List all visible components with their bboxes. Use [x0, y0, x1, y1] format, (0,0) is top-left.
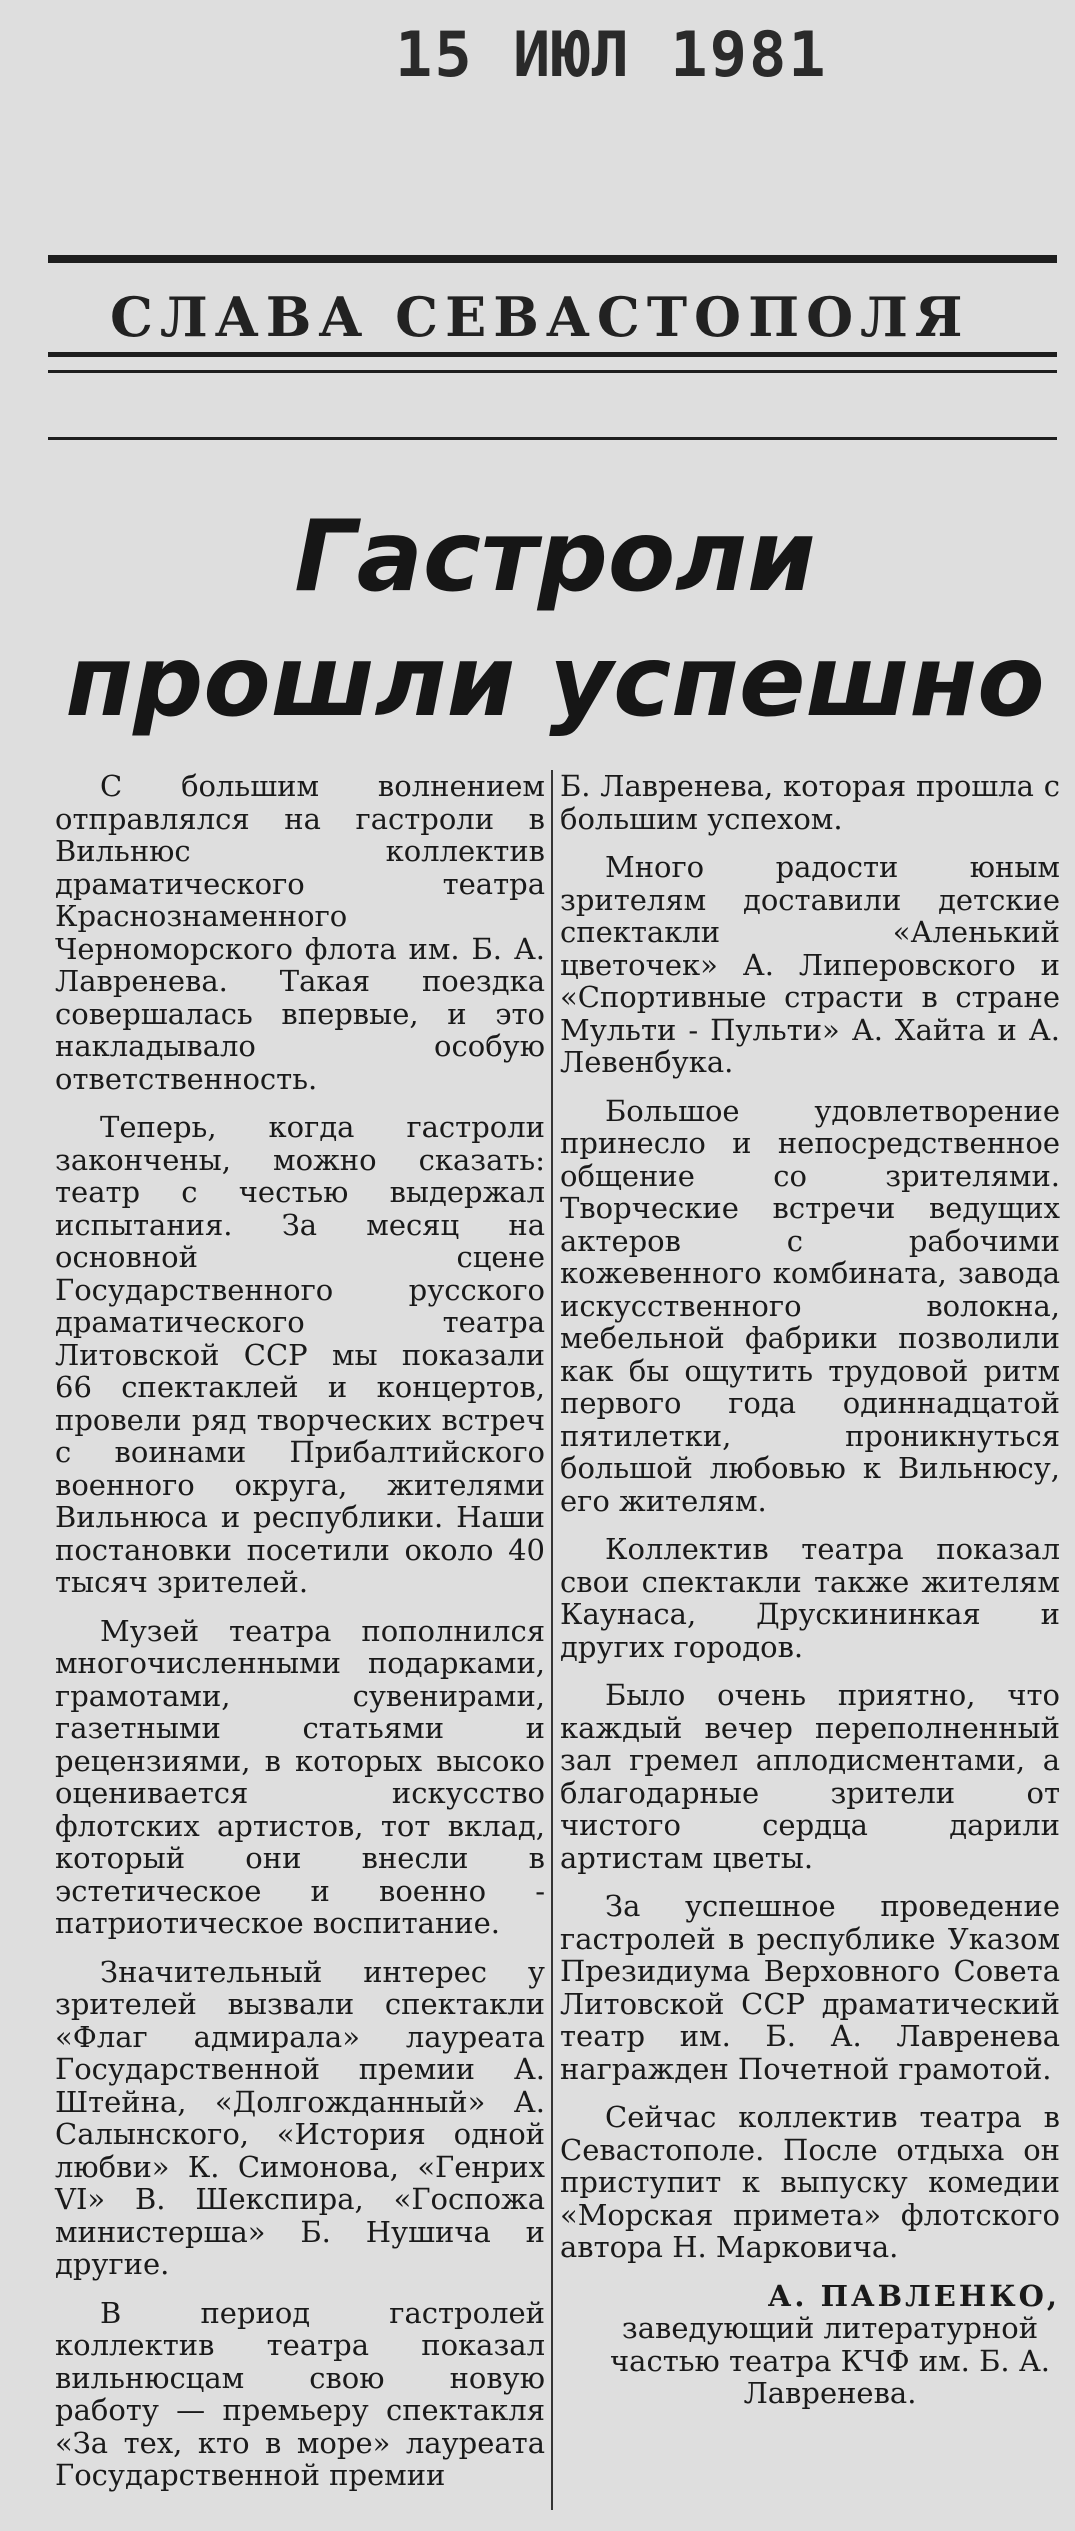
- paragraph: Значительный интерес у зрителей вызвали спектакли «Флаг адмирала» лауреата Государственной премии А. Штейна, «Долгожданный» А. Салынского, «История одной любви» К. Симонова, «Генрих VI» В. Шекспира, «Госпожа министерша» Б. Нушича и другие.: [55, 1954, 545, 2281]
- column-divider: [551, 770, 553, 2510]
- paragraph: Было очень приятно, что каждый вечер переполненный зал гремел аплодисментами, а благодарные зрители от чистого сердца дарили артистам цветы.: [560, 1678, 1060, 1875]
- paragraph: Коллектив театра показал свои спектакли также жителям Каунаса, Друскининкая и других городов.: [560, 1532, 1060, 1664]
- headline-line-1: Гастроли: [294, 500, 816, 614]
- paragraph: За успешное проведение гастролей в республике Указом Президиума Верховного Совета Литовской ССР драматический театр им. Б. А. Лавренева награжден Почетной грамотой.: [560, 1889, 1060, 2086]
- author-signature: [560, 2280, 1060, 2410]
- article-column-right: [560, 770, 1060, 2410]
- masthead-rule-3: [48, 437, 1057, 440]
- paragraph: Большое удовлетворение принесло и непосредственное общение со зрителями. Творческие встречи ведущих актеров с рабочими кожевенного комбината, завода искусственного волокна, мебельной фабрики позволили как бы ощутить трудовой ритм первого года одиннадцатой пятилетки, проникнуться большой любовью к Вильнюсу, его жителям.: [560, 1093, 1060, 1518]
- author-position: заведующий литературной частью театра КЧФ им. Б. А. Лавренева.: [609, 2311, 1050, 2410]
- article-column-left: [55, 770, 545, 2508]
- top-rule-thick: [48, 255, 1057, 263]
- date-stamp: 15 ИЮЛ 1981: [395, 18, 828, 91]
- paragraph: Много радости юным зрителям доставили детские спектакли «Аленький цветочек» А. Липеровского и «Спортивные страсти в стране Мульти - Пульти» А. Хайта и А. Левенбука.: [560, 850, 1060, 1079]
- masthead-rule-1: [48, 352, 1057, 357]
- paragraph: Сейчас коллектив театра в Севастополе. После отдыха он приступит к выпуску комедии «Морская примета» флотского автора Н. Марковича.: [560, 2100, 1060, 2264]
- masthead-rule-2: [48, 370, 1057, 373]
- paragraph: С большим волнением отправлялся на гастроли в Вильнюс коллектив драматического театра Краснознаменного Черноморского флота им. Б. А. Лавренева. Такая поездка совершалась впервые, и это накладывало особую ответственность.: [55, 769, 545, 1096]
- paragraph: В период гастролей коллектив театра показал вильнюсцам свою новую работу — премьеру спектакля «За тех, кто в море» лауреата Государственной премии: [55, 2295, 545, 2492]
- newspaper-title: СЛАВА СЕВАСТОПОЛЯ: [110, 285, 970, 349]
- author-name: А. ПАВЛЕНКО,: [767, 2278, 1060, 2313]
- headline-line-2: прошли успешно: [65, 625, 1045, 739]
- article-headline: [60, 495, 1050, 745]
- paragraph-continuation: Б. Лавренева, которая прошла с большим успехом.: [560, 769, 1060, 836]
- paragraph: Музей театра пополнился многочисленными подарками, грамотами, сувенирами, газетными статьями и рецензиями, в которых высоко оценивается искусство флотских артистов, тот вклад, который они внесли в эстетическое и военно - патриотическое воспитание.: [55, 1613, 545, 1940]
- paragraph: Теперь, когда гастроли закончены, можно сказать: театр с честью выдержал испытания. За месяц на основной сцене Государственного русского драматического театра Литовской ССР мы показали 66 спектаклей и концертов, провели ряд творческих встреч с воинами Прибалтийского военного округа, жителями Вильнюса и республики. Наши постановки посетили около 40 тысяч зрителей.: [55, 1110, 545, 1599]
